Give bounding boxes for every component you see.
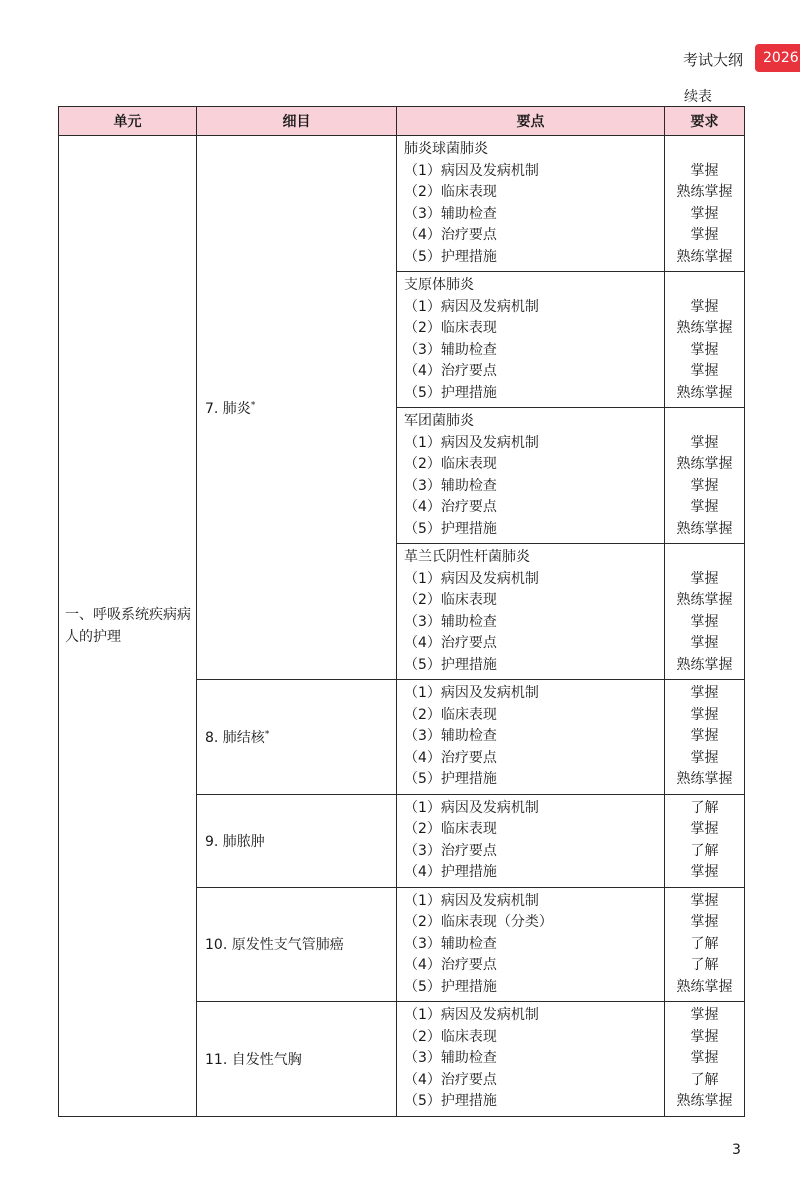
point-item: （2）临床表现 xyxy=(404,821,497,837)
outline-table xyxy=(58,106,745,1117)
point-item: （1）病因及发病机制 xyxy=(404,570,539,587)
requirement-level: 了解 xyxy=(690,1071,719,1088)
year-badge: 2026 xyxy=(755,44,800,72)
continuation-label: 续表 xyxy=(684,89,712,105)
point-item: （2）临床表现 xyxy=(404,320,497,336)
point-item: （3）辅助检查 xyxy=(404,205,497,222)
requirement-level: 掌握 xyxy=(690,499,719,515)
point-item: （4）治疗要点 xyxy=(404,749,497,766)
requirement-spacer xyxy=(665,139,744,161)
requirement-level: 熟练掌握 xyxy=(676,456,733,472)
point-item: （5）护理措施 xyxy=(404,248,497,265)
point-item: （2）临床表现 xyxy=(404,592,497,608)
requirement-level: 掌握 xyxy=(690,298,719,315)
subitem-label: 10. 原发性支气管肺癌 xyxy=(205,937,344,954)
requirement-level: 掌握 xyxy=(690,162,719,179)
point-item: （2）临床表现 xyxy=(404,184,497,200)
point-item: （4）治疗要点 xyxy=(404,227,497,243)
requirement-level: 掌握 xyxy=(690,728,719,744)
requirement-level: 掌握 xyxy=(690,892,719,909)
subitem-cell xyxy=(197,136,397,680)
subitem-cell xyxy=(197,1002,397,1117)
subitem-label: 11. 自发性气胸 xyxy=(205,1051,302,1068)
point-item: （2）临床表现 xyxy=(404,706,497,723)
requirement-level: 熟练掌握 xyxy=(676,656,733,673)
point-item: （3）辅助检查 xyxy=(404,935,497,952)
point-item: （4）治疗要点 xyxy=(404,957,497,973)
point-item: （2）临床表现 xyxy=(404,456,497,472)
requirement-cell xyxy=(665,794,745,887)
requirement-level: 掌握 xyxy=(690,1028,719,1045)
point-item: （4）护理措施 xyxy=(404,864,497,880)
requirement-level: 掌握 xyxy=(690,613,719,630)
requirement-level: 掌握 xyxy=(690,227,719,243)
col-header-requirement: 要求 xyxy=(665,107,745,136)
requirement-cell xyxy=(665,544,745,680)
point-item: （1）病因及发病机制 xyxy=(404,892,539,909)
requirement-level: 掌握 xyxy=(690,914,719,930)
header-row xyxy=(59,107,745,136)
key-marker: * xyxy=(264,729,270,740)
point-item: （3）治疗要点 xyxy=(404,842,497,859)
requirement-cell xyxy=(665,680,745,795)
points-cell xyxy=(397,136,665,272)
points-cell xyxy=(397,544,665,680)
requirement-cell xyxy=(665,887,745,1002)
points-cell xyxy=(397,408,665,544)
requirement-level: 熟练掌握 xyxy=(676,248,733,265)
group-title: 军团菌肺炎 xyxy=(404,413,474,429)
point-item: （4）治疗要点 xyxy=(404,363,497,379)
point-item: （5）护理措施 xyxy=(404,1093,497,1109)
requirement-level: 了解 xyxy=(690,842,719,859)
point-item: （3）辅助检查 xyxy=(404,613,497,630)
requirement-cell xyxy=(665,136,745,272)
point-item: （1）病因及发病机制 xyxy=(404,162,539,179)
requirement-level: 熟练掌握 xyxy=(676,1093,733,1109)
subitem-label: 9. 肺脓肿 xyxy=(205,833,265,850)
points-cell xyxy=(397,887,665,1002)
group-title: 革兰氏阴性杆菌肺炎 xyxy=(404,549,530,565)
requirement-level: 熟练掌握 xyxy=(676,771,733,787)
requirement-cell xyxy=(665,272,745,408)
requirement-level: 掌握 xyxy=(690,864,719,880)
point-item: （5）护理措施 xyxy=(404,771,497,787)
unit-cell: 一、呼吸系统疾病病人的护理 xyxy=(59,136,197,1117)
requirement-level: 掌握 xyxy=(690,205,719,222)
requirement-level: 熟练掌握 xyxy=(676,520,733,537)
subitem-label: 7. 肺炎 xyxy=(205,400,251,417)
requirement-level: 掌握 xyxy=(690,477,719,494)
requirement-level: 了解 xyxy=(690,935,719,952)
requirement-level: 熟练掌握 xyxy=(676,592,733,608)
requirement-cell xyxy=(665,1002,745,1117)
requirement-level: 熟练掌握 xyxy=(676,320,733,336)
requirement-level: 熟练掌握 xyxy=(676,978,733,995)
col-header-points: 要点 xyxy=(397,107,665,136)
point-item: （4）治疗要点 xyxy=(404,635,497,651)
group-title: 肺炎球菌肺炎 xyxy=(404,141,488,157)
points-cell xyxy=(397,680,665,795)
points-cell xyxy=(397,794,665,887)
key-marker: * xyxy=(250,399,256,410)
requirement-spacer xyxy=(665,547,744,569)
point-item: （5）护理措施 xyxy=(404,656,497,673)
table-row xyxy=(59,136,745,272)
points-cell xyxy=(397,1002,665,1117)
point-item: （1）病因及发病机制 xyxy=(404,434,539,451)
group-title: 支原体肺炎 xyxy=(404,277,474,293)
subitem-cell xyxy=(197,680,397,795)
point-item: （2）临床表现 xyxy=(404,1028,497,1045)
requirement-spacer xyxy=(665,275,744,297)
requirement-level: 掌握 xyxy=(690,685,719,701)
table-body xyxy=(59,136,745,1117)
page-number: 3 xyxy=(732,1142,741,1158)
requirement-level: 掌握 xyxy=(690,1007,719,1023)
requirement-level: 熟练掌握 xyxy=(676,184,733,200)
requirement-level: 掌握 xyxy=(690,706,719,723)
point-item: （1）病因及发病机制 xyxy=(404,685,539,701)
points-cell xyxy=(397,272,665,408)
point-item: （5）护理措施 xyxy=(404,384,497,401)
point-item: （3）辅助检查 xyxy=(404,341,497,358)
requirement-spacer xyxy=(665,411,744,433)
point-item: （5）护理措施 xyxy=(404,978,497,995)
requirement-level: 掌握 xyxy=(690,749,719,766)
requirement-level: 了解 xyxy=(690,799,719,816)
requirement-level: 掌握 xyxy=(690,341,719,358)
subitem-cell xyxy=(197,887,397,1002)
subitem-cell xyxy=(197,794,397,887)
subitem-label: 8. 肺结核 xyxy=(205,729,265,746)
point-item: （1）病因及发病机制 xyxy=(404,1007,539,1023)
point-item: （5）护理措施 xyxy=(404,520,497,537)
point-item: （1）病因及发病机制 xyxy=(404,799,539,816)
requirement-level: 熟练掌握 xyxy=(676,384,733,401)
requirement-cell xyxy=(665,408,745,544)
point-item: （4）治疗要点 xyxy=(404,1071,497,1088)
point-item: （1）病因及发病机制 xyxy=(404,298,539,315)
point-item: （3）辅助检查 xyxy=(404,728,497,744)
point-item: （3）辅助检查 xyxy=(404,477,497,494)
requirement-level: 掌握 xyxy=(690,570,719,587)
point-item: （2）临床表现（分类） xyxy=(404,914,553,930)
requirement-level: 掌握 xyxy=(690,363,719,379)
point-item: （4）治疗要点 xyxy=(404,499,497,515)
requirement-level: 掌握 xyxy=(690,821,719,837)
col-header-unit: 单元 xyxy=(59,107,197,136)
requirement-level: 掌握 xyxy=(690,434,719,451)
requirement-level: 了解 xyxy=(690,957,719,973)
requirement-level: 掌握 xyxy=(690,635,719,651)
header-title: 考试大纲 xyxy=(683,51,744,69)
point-item: （3）辅助检查 xyxy=(404,1050,497,1066)
requirement-level: 掌握 xyxy=(690,1050,719,1066)
col-header-subitem: 细目 xyxy=(197,107,397,136)
